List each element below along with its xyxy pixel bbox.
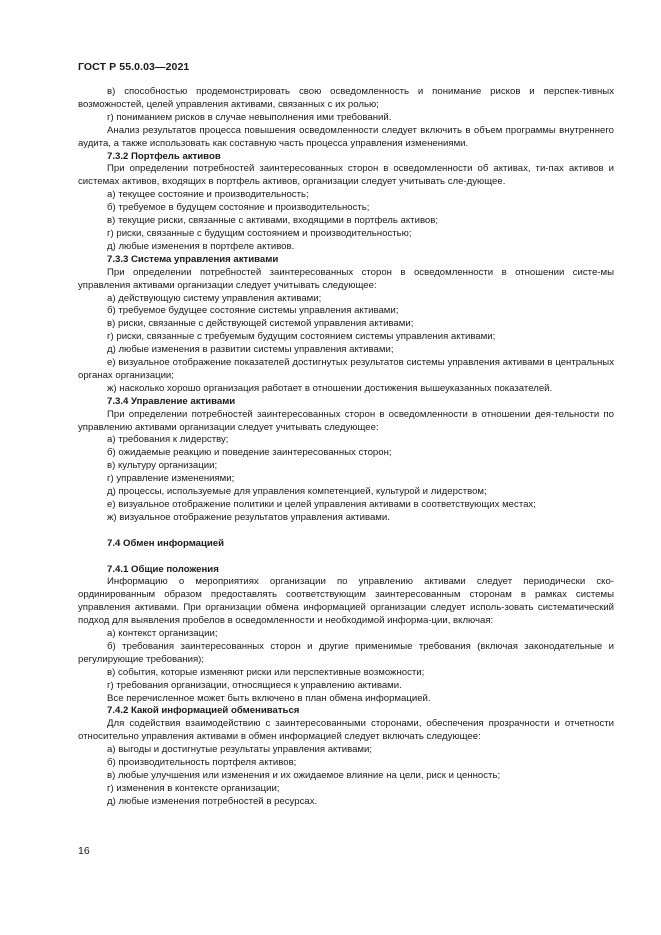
list-item: ж) визуальное отображение результатов управления активами. (107, 511, 390, 523)
paragraph: Анализ результатов процесса повышения осведомленности следует включить в объем программы внутреннего аудита, а также использовать как составную часть процесса управления изменениями. (78, 124, 614, 149)
paragraph: Для содействия взаимодействию с заинтересованными сторонами, обеспечения прозрачности и отчетности относительно управления активами в обмен информацией следует включать следующее: (78, 718, 614, 743)
list-item: е) визуальное отображение политики и целей управления активами в соответствующих местах; (107, 499, 536, 510)
list-item: б) требуемое будущее состояние системы управления активами; (107, 305, 399, 317)
list-item: д) любые изменения в развитии системы управления активами; (107, 344, 394, 356)
section-heading: 7.3.2 Портфель активов (107, 150, 221, 162)
page-number: 16 (78, 845, 90, 857)
list-item: г) требования организации, относящиеся к управлению активами. (107, 679, 402, 691)
paragraph: Информацию о мероприятиях организации по управлению активами следует периодически ско-ординированным образом предоставлять соответствующим заинтересованным сторонам в рамках системы управления активами. При организации обмена информацией организации следует исполь-зовать систематический подход для выявления пробелов в осведомленности и необходимой информа-ции, включая: (78, 576, 614, 627)
section-heading: 7.4.1 Общие положения (107, 563, 219, 575)
document-body (78, 86, 614, 809)
list-item: б) требуемое в будущем состояние и производительность; (107, 202, 370, 214)
list-item: в) риски, связанные с действующей системой управления активами; (107, 318, 414, 330)
spacer (78, 551, 614, 564)
list-item: д) процессы, используемые для управления компетенцией, культурой и лидерством; (107, 486, 487, 498)
list-item: в) любые улучшения или изменения и их ожидаемое влияние на цели, риск и ценность; (107, 770, 501, 781)
section-heading: 7.4.2 Какой информацией обмениваться (107, 705, 300, 717)
list-item: в) текущие риски, связанные с активами, входящими в портфель активов; (107, 215, 439, 227)
section-heading: 7.3.3 Система управления активами (107, 253, 279, 265)
list-item: г) управление изменениями; (107, 473, 235, 485)
paragraph: в) способностью продемонстрировать свою осведомленность и понимание рисков и перспек-тивных возможностей, целей управления активами, связанных с их ролью; (78, 86, 614, 110)
list-item: г) пониманием рисков в случае невыполнения ими требований. (107, 111, 392, 123)
list-item: а) выгоды и достигнутые результаты управления активами; (107, 744, 373, 756)
list-item: а) контекст организации; (107, 628, 218, 640)
list-item: б) ожидаемые реакцию и поведение заинтересованных сторон; (107, 447, 392, 459)
paragraph: Все перечисленное может быть включено в план обмена информацией. (107, 692, 431, 704)
list-item: б) производительность портфеля активов; (107, 757, 297, 769)
list-item: г) риски, связанные с будущим состоянием и производительностью; (107, 227, 412, 239)
section-heading: 7.3.4 Управление активами (107, 395, 236, 407)
paragraph: е) визуальное отображение показателей достигнутых результатов системы управления активами в центральных органах организации; (78, 357, 614, 381)
paragraph: При определении потребностей заинтересованных сторон в осведомленности об активах, ти-пах активов и системах активов, входящих в портфель активов, организации следует учитывать сле-дующее. (78, 163, 614, 188)
section-heading: 7.4 Обмен информацией (107, 537, 225, 549)
spacer (78, 525, 614, 538)
paragraph: При определении потребностей заинтересованных сторон в осведомленности в отношении систе-мы управления активами организации следует учитывать следующее: (78, 266, 614, 291)
list-item: г) риски, связанные с требуемым будущим состоянием системы управления активами; (107, 331, 496, 343)
list-item: в) культуру организации; (107, 460, 218, 472)
list-item: г) изменения в контексте организации; (107, 782, 280, 794)
paragraph: б) требования заинтересованных сторон и другие применимые требования (включая законодательные и регулирующие требования); (78, 640, 614, 665)
list-item: д) любые изменения в портфеле активов. (107, 240, 295, 252)
list-item: в) события, которые изменяют риски или перспективные возможности; (107, 666, 425, 678)
document-header: ГОСТ Р 55.0.03—2021 (78, 61, 190, 73)
list-item: а) текущее состояние и производительность; (107, 189, 309, 201)
list-item: а) требования к лидерству; (107, 434, 229, 446)
list-item: д) любые изменения потребностей в ресурсах. (107, 795, 318, 807)
paragraph: При определении потребностей заинтересованных сторон в осведомленности в отношении дея-тельности по управлению активами организации следует учитывать следующее: (78, 408, 614, 433)
list-item: ж) насколько хорошо организация работает в отношении достижения вышеуказанных показателей. (107, 382, 553, 394)
list-item: а) действующую систему управления активами; (107, 292, 322, 304)
